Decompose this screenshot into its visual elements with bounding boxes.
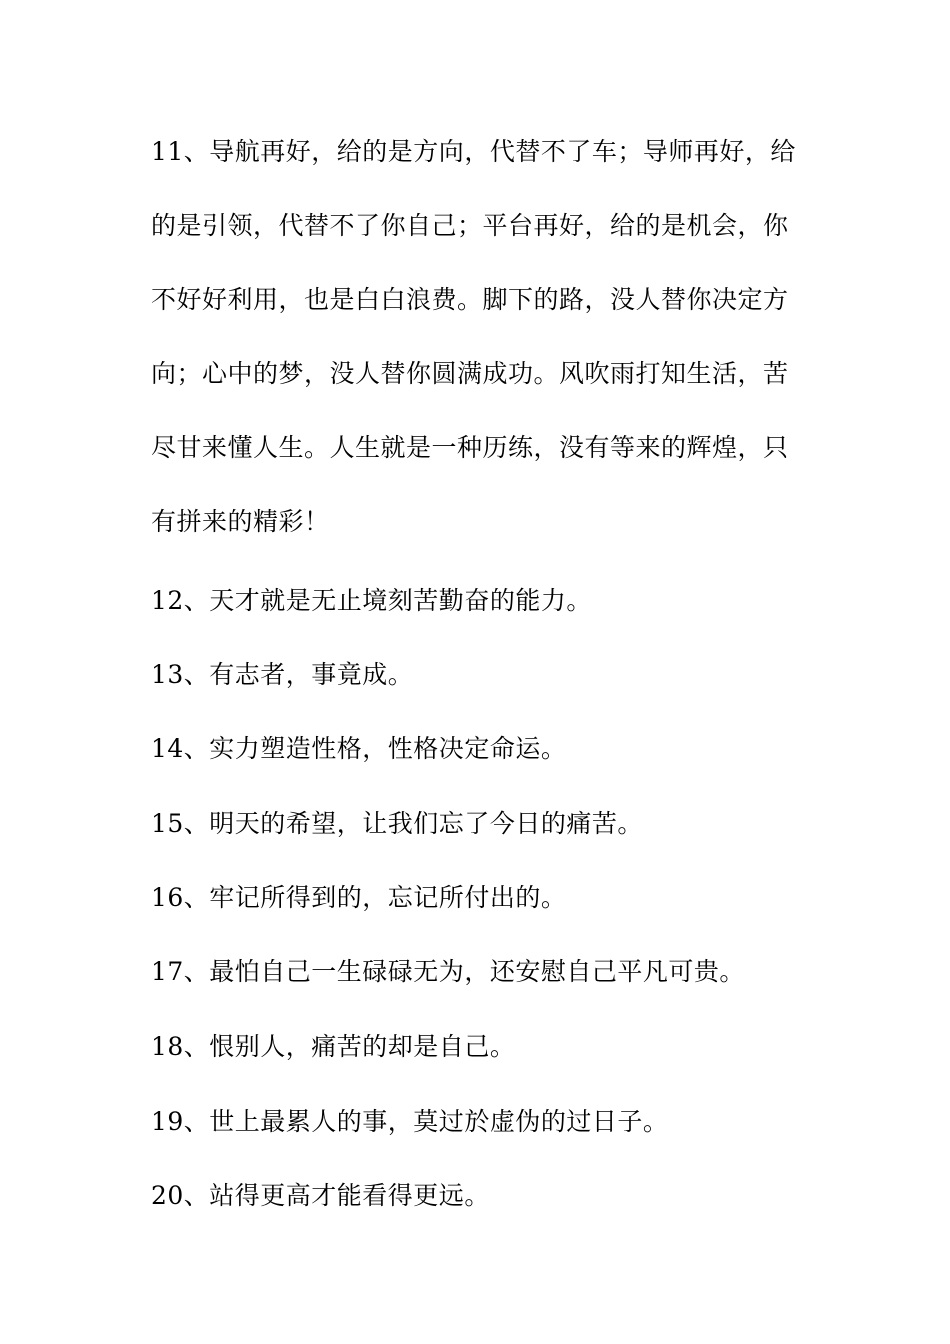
quote-paragraph-20: 20、站得更高才能看得更远。 (151, 1181, 490, 1210)
quote-paragraph-14: 14、实力塑造性格，性格决定命运。 (151, 734, 567, 763)
quote-paragraph-18: 18、恨别人，痛苦的却是自己。 (151, 1032, 516, 1061)
quote-paragraph-11: 11、导航再好，给的是方向，代替不了车；导师再好，给的是引领，代替不了你自己；平台再好，给的是机会，你不好好利用，也是白白浪费。脚下的路，没人替你决定方向；心中的梦，没人替你圆满成功。风吹雨打知生活，苦尽甘来懂人生。人生就是一种历练，没有等来的辉煌，只有拼来的精彩！ (151, 137, 796, 536)
quote-paragraph-15: 15、明天的希望，让我们忘了今日的痛苦。 (151, 809, 643, 838)
quote-paragraph-16: 16、牢记所得到的，忘记所付出的。 (151, 883, 567, 912)
quote-paragraph-13: 13、有志者，事竟成。 (151, 660, 414, 689)
quote-paragraph-12: 12、天才就是无止境刻苦勤奋的能力。 (151, 586, 592, 615)
quote-paragraph-17: 17、最怕自己一生碌碌无为，还安慰自己平凡可贵。 (151, 957, 745, 986)
quote-paragraph-19: 19、世上最累人的事，莫过於虚伪的过日子。 (151, 1107, 669, 1136)
